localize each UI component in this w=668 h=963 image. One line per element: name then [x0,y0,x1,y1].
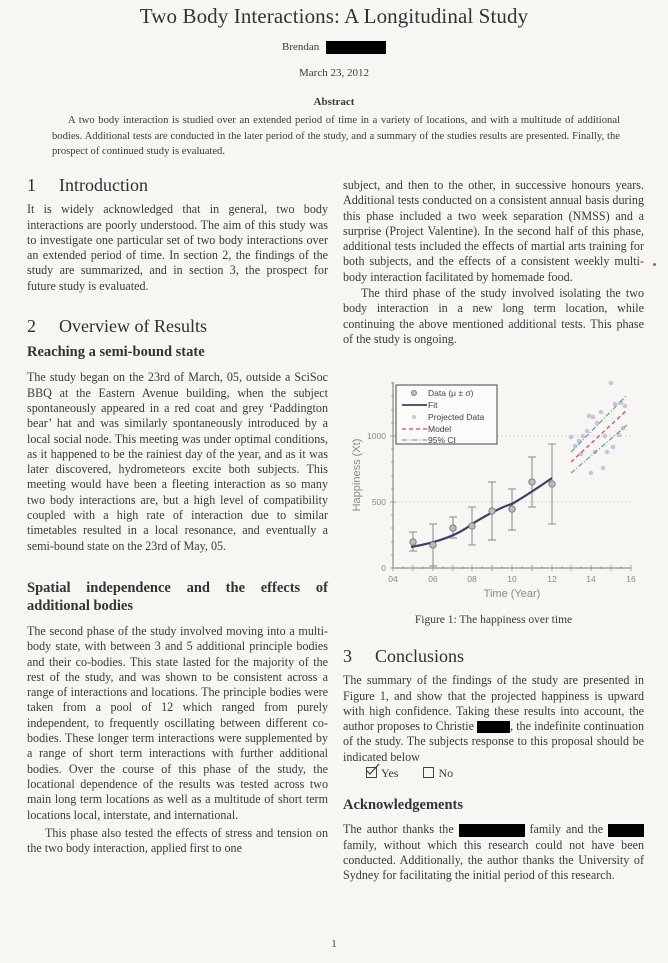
section-number: 2 [27,316,36,337]
x-tick-labels [388,574,636,584]
ack-text-2: family and the [529,822,604,837]
svg-text:Fit: Fit [428,400,438,410]
y-tick-labels [367,431,386,573]
redacted-family-name-2 [608,824,644,837]
redacted-surname [326,41,386,54]
abstract-heading: Abstract [313,96,355,108]
svg-text:10: 10 [507,574,517,584]
svg-text:Model: Model [428,424,452,434]
spatial-paragraph-1: The second phase of the study involved moving into a multi-body state, with between 3 and 5 additional principle bodies and their co-bodies. This state lasted for the majority of the rest of the study, and was shown to be consistent across a range of interactions and locations. The principle bodies were taken from a pool of 12 which ranged from purely independent, to frequently oscillating between different co-bodies. These longer term interactions were supplemented by a range of short term interactions with further additional bodies. Over the course of this phase of the study, the locational dependence of the results was tested across two main long term locations as well as a multitude of short term locations local, interstate, and international. [27,623,328,822]
figure-caption: Figure 1: The happiness over time [414,614,573,626]
svg-text:04: 04 [388,574,398,584]
conclusions-paragraph [343,673,644,765]
spatial-paragraph-2-start: This phase also tested the effects of stress and tension on the two body interaction, applied first to one [27,825,328,856]
x-axis-label: Time (Year) [483,588,541,600]
paper-date: March 23, 2012 [299,67,369,79]
intro-paragraph: It is widely acknowledged that in general, two body interactions are poorly understood. The aim of this study was to investigate one particular set of two body interactions over an extended period of time. In section 2, the findings of the study are summarized, and in section 3, the prospect for future study is evaluated. [27,202,328,293]
right-column-top [343,178,644,347]
conclusions-text-start: The summary of the findings of the study are presented in Figure 1, and show that the projected happiness is upward with high confidence. Taking these results into account, the author proposes to Christie [343,673,644,734]
section-title: Introduction [59,175,148,195]
projected-data-points [569,381,628,476]
scan-artifact-dot [653,263,656,266]
section-1-heading [27,175,328,195]
no-label: No [438,766,454,781]
right-column-bottom [343,646,644,884]
paper-title: Two Body Interactions: A Longitudinal Study [139,4,529,28]
section-number: 1 [27,175,36,195]
svg-text:95% CI: 95% CI [428,435,456,445]
section-title: Overview of Results [59,316,207,337]
yes-label: Yes [381,766,399,781]
section-title: Conclusions [375,646,465,666]
subsection-spatial-heading: Spatial independence and the effects of additional bodies [27,579,328,614]
chart-legend [396,385,497,445]
abstract-text: A two body interaction is studied over an extended period of time in a variety of locations, and with a multitude of additional bodies. Additional tests are conducted in the later period of the study, and a summary of the studies results are presented. Finally, the prospect of continued study is evaluated. [52,115,620,157]
ack-text-3: family, without which this research could not have been conducted. Additionally, the author thanks the University of Sydney for facilitating the initial period of this research. [343,837,644,883]
author-first-name: Brendan [281,41,320,54]
fit-curve [411,478,552,547]
conclusions-text-end: , the indefinite continuation of the study. The subjects response to this proposal should be indicated below [343,719,644,764]
acknowledgements-heading: Acknowledgements [343,797,464,814]
response-options [366,766,644,781]
redacted-family-name-1 [459,824,525,837]
svg-text:1000: 1000 [367,431,386,441]
ci-lower-line [571,425,627,473]
subsection-semi-bound-heading: Reaching a semi-bound state [27,344,205,361]
svg-text:0: 0 [381,563,386,573]
svg-text:500: 500 [371,497,386,507]
section-number: 3 [343,646,352,666]
page-number: 1 [331,938,337,950]
no-option[interactable] [423,766,453,780]
author-line [0,41,668,54]
yes-checkbox[interactable] [366,767,377,778]
redacted-surname [477,721,510,733]
ack-text-1: The author thanks the [343,822,454,837]
acknowledgements-paragraph [343,822,644,883]
checkmark-icon [366,762,380,776]
svg-text:08: 08 [467,574,477,584]
y-axis-label: Happiness (Xt) [351,438,363,512]
svg-text:16: 16 [626,574,636,584]
section-3-heading [343,646,644,666]
spatial-paragraph-2-cont: subject, and then to the other, in successive honours years. Additional tests conducted on a consistent annual basis during this phase included a two week separation (NMSS) and a surprise (Project Valentine). In the second half of this phase, additional tests included the effects of martial arts training for both subjects, and the effects of a consistent weekly multi-body interaction facilitated by homemade food. [343,178,644,284]
data-points [410,479,555,548]
happiness-chart [340,378,640,600]
no-checkbox[interactable] [423,767,434,778]
svg-text:Data (μ ± σ): Data (μ ± σ) [428,388,474,398]
left-column [27,175,328,856]
svg-text:14: 14 [586,574,596,584]
semi-bound-paragraph: The study began on the 23rd of March, 05, outside a SciSoc BBQ at the Eastern Avenue building, when the subject spontaneously appeared in a red coat and grey ‘Paddington bear’ hat and was similarly spontaneously introduced by a local social node. This meeting was under optimal conditions, as it happened to be the rainiest day of the year, and as it was later discovered, hydrometeors excite both subjects. This meeting would have been a fleeting interaction as so many two body interactions are, but a high level of compatibility coupled with a high rate of interaction due to similar timetables resulted in a local resonance, and eventually a semi-bound state on the 23rd of May, 05. [27,370,328,553]
spatial-paragraph-3: The third phase of the study involved isolating the two body interaction in a new long term location, while continuing the above mentioned additional tests. This phase of the study is ongoing. [343,286,644,346]
svg-text:Projected Data: Projected Data [428,412,485,422]
section-2-heading [27,316,328,337]
yes-option[interactable] [366,766,401,780]
svg-text:06: 06 [428,574,438,584]
svg-text:12: 12 [547,574,557,584]
